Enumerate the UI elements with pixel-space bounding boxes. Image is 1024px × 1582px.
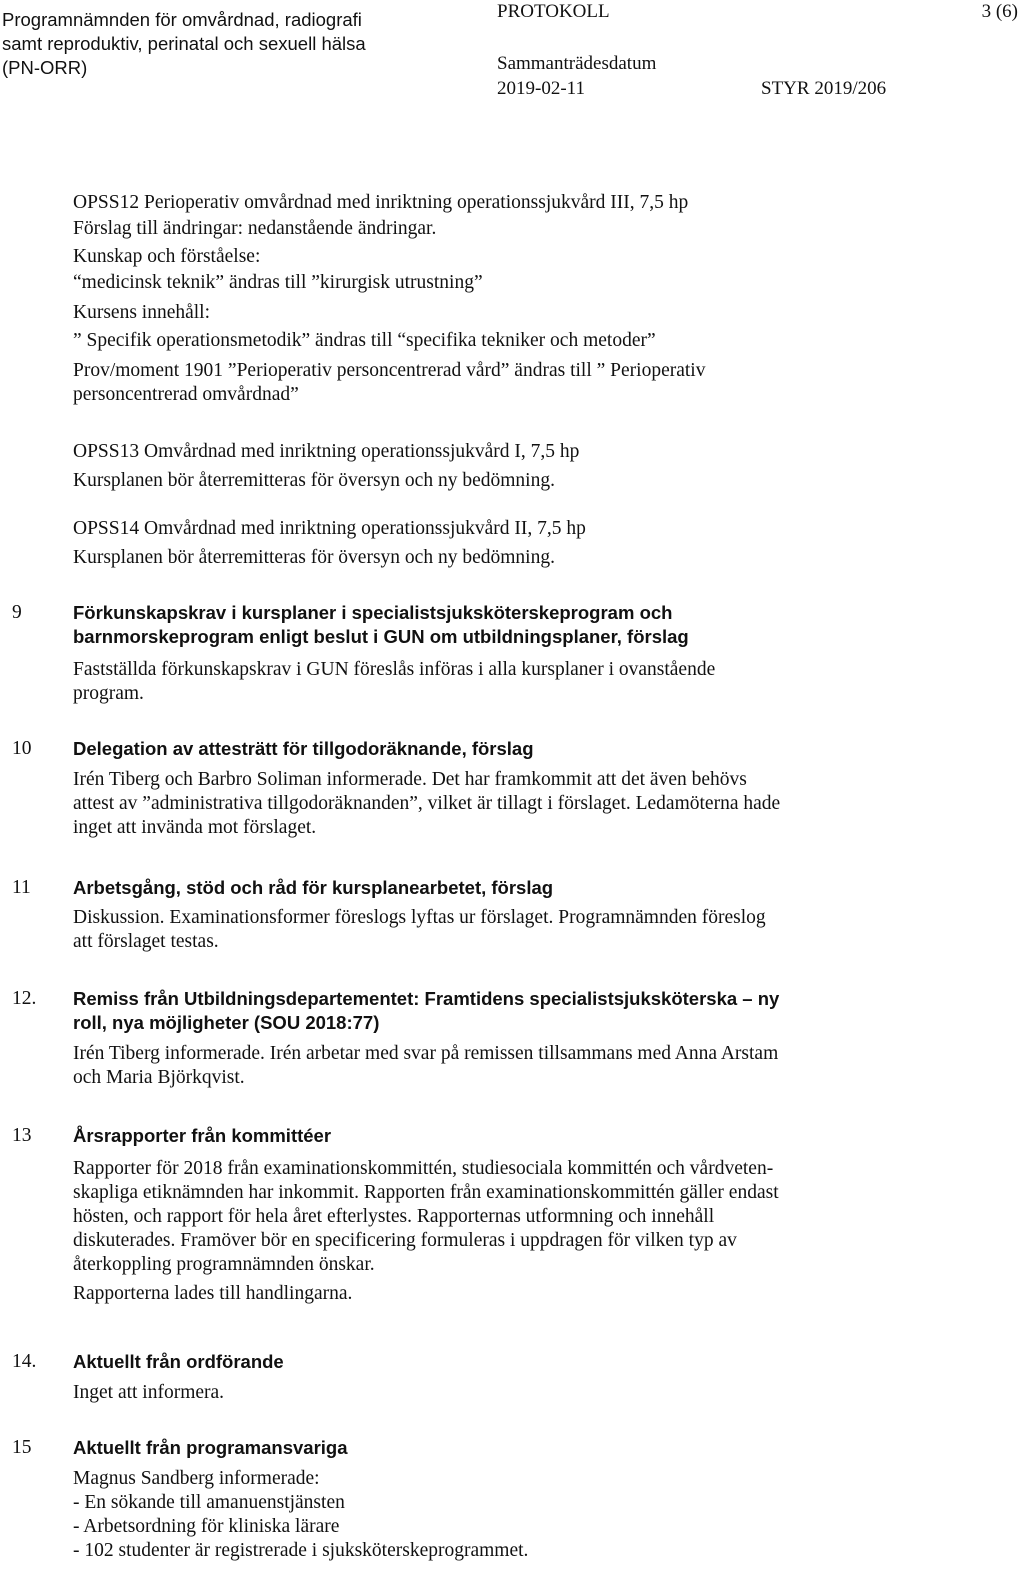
item-body-line: inget att invända mot förslaget.	[73, 817, 317, 838]
item-title	[73, 987, 973, 1035]
item-body-line: och Maria Björkqvist.	[73, 1067, 245, 1088]
page-number: 3 (6)	[981, 1, 1018, 22]
course-line: personcentrerad omvårdnad”	[73, 384, 299, 405]
item-number: 11	[12, 877, 31, 898]
organization-line: samt reproduktiv, perinatal och sexuell hälsa	[2, 33, 366, 54]
item-number: 10	[12, 738, 32, 759]
item-body-line: hösten, och rapport för hela året efterlystes. Rapporternas utformning och innehåll	[73, 1206, 715, 1227]
item-title-line: roll, nya möjligheter (SOU 2018:77)	[73, 1012, 380, 1033]
item-title-line: Arbetsgång, stöd och råd för kursplanearbetet, förslag	[73, 877, 554, 898]
course-line: Prov/moment 1901 ”Perioperativ personcentrerad vård” ändras till ” Perioperativ	[73, 360, 706, 381]
organization-name	[2, 8, 366, 80]
item-body-line: Inget att informera.	[73, 1382, 225, 1403]
item-body-line: att förslaget testas.	[73, 931, 219, 952]
item-body-line: - 102 studenter är registrerade i sjuksköterskeprogrammet.	[73, 1540, 529, 1561]
item-body-line: - Arbetsordning för kliniska lärare	[73, 1516, 340, 1537]
document-type: PROTOKOLL	[497, 1, 610, 22]
item-title	[73, 1350, 973, 1374]
course-line: OPSS13 Omvårdnad med inriktning operationssjukvård I, 7,5 hp	[73, 441, 580, 462]
course-line: OPSS14 Omvårdnad med inriktning operationssjukvård II, 7,5 hp	[73, 518, 586, 539]
item-number: 14.	[12, 1351, 37, 1372]
item-title-line: Förkunskapskrav i kursplaner i specialistsjuksköterskeprogram och	[73, 602, 673, 623]
item-body	[73, 1042, 953, 1090]
item-body	[73, 768, 953, 840]
item-title	[73, 876, 973, 900]
item-title-line: Aktuellt från programansvariga	[73, 1437, 348, 1458]
course-line: Kursplanen bör återremitteras för översyn och ny bedömning.	[73, 547, 555, 568]
reference-number: STYR 2019/206	[761, 78, 887, 99]
item-number: 13	[12, 1125, 32, 1146]
course-line: ” Specifik operationsmetodik” ändras till “specifika tekniker och metoder”	[73, 330, 656, 351]
item-body	[73, 906, 953, 954]
item-title	[73, 1124, 973, 1148]
course-line: Förslag till ändringar: nedanstående ändringar.	[73, 218, 437, 239]
item-body-line: Rapporterna lades till handlingarna.	[73, 1283, 353, 1304]
item-title-line: Delegation av attesträtt för tillgodoräknande, förslag	[73, 738, 534, 759]
item-title-line: Årsrapporter från kommittéer	[73, 1125, 332, 1146]
item-body	[73, 1467, 953, 1563]
item-title	[73, 737, 973, 761]
course-block-opss12	[73, 191, 923, 407]
organization-line: Programnämnden för omvårdnad, radiografi	[2, 9, 362, 30]
item-body-line: skapliga etiknämnden har inkommit. Rapporten från examinationskommittén gäller endast	[73, 1182, 779, 1203]
item-body-line: diskuterades. Framöver bör en specificering formuleras i uppdragen för vilken typ av	[73, 1230, 737, 1251]
item-body-line: Magnus Sandberg informerade:	[73, 1468, 320, 1489]
organization-line: (PN-ORR)	[2, 57, 88, 78]
item-body-line: - En sökande till amanuenstjänsten	[73, 1492, 345, 1513]
item-body-line: återkoppling programnämnden önskar.	[73, 1254, 375, 1275]
item-body	[73, 1381, 953, 1405]
item-body-line: Irén Tiberg och Barbro Soliman informerade. Det har framkommit att det även behövs	[73, 769, 747, 790]
course-block-opss13	[73, 440, 923, 493]
item-number: 15	[12, 1437, 32, 1458]
item-body-line: Irén Tiberg informerade. Irén arbetar med svar på remissen tillsammans med Anna Arstam	[73, 1043, 779, 1064]
meeting-date-label: Sammanträdesdatum	[497, 53, 657, 74]
item-number: 9	[12, 602, 22, 623]
item-body-line: Rapporter för 2018 från examinationskommittén, studiesociala kommittén och vårdveten-	[73, 1158, 774, 1179]
item-number: 12.	[12, 988, 37, 1009]
item-body	[73, 1157, 953, 1306]
course-line: “medicinsk teknik” ändras till ”kirurgisk utrustning”	[73, 272, 483, 293]
item-body	[73, 658, 953, 706]
item-title-line: Remiss från Utbildningsdepartementet: Framtidens specialistsjuksköterska – ny	[73, 988, 780, 1009]
course-block-opss14	[73, 517, 923, 570]
item-title	[73, 1436, 973, 1460]
course-line: Kunskap och förståelse:	[73, 246, 261, 267]
item-body-line: Fastställda förkunskapskrav i GUN föreslås införas i alla kursplaner i ovanstående	[73, 659, 716, 680]
course-line: OPSS12 Perioperativ omvårdnad med inriktning operationssjukvård III, 7,5 hp	[73, 192, 689, 213]
meeting-date: 2019-02-11	[497, 78, 585, 99]
item-body-line: attest av ”administrativa tillgodoräknanden”, vilket är tillagt i förslaget. Ledamöterna hade	[73, 793, 781, 814]
item-body-line: program.	[73, 683, 144, 704]
item-title-line: barnmorskeprogram enligt beslut i GUN om utbildningsplaner, förslag	[73, 626, 689, 647]
item-title	[73, 601, 973, 649]
item-body-line: Diskussion. Examinationsformer föreslogs lyftas ur förslaget. Programnämnden föreslog	[73, 907, 766, 928]
item-title-line: Aktuellt från ordförande	[73, 1351, 284, 1372]
course-line: Kursens innehåll:	[73, 302, 211, 323]
course-line: Kursplanen bör återremitteras för översyn och ny bedömning.	[73, 470, 555, 491]
